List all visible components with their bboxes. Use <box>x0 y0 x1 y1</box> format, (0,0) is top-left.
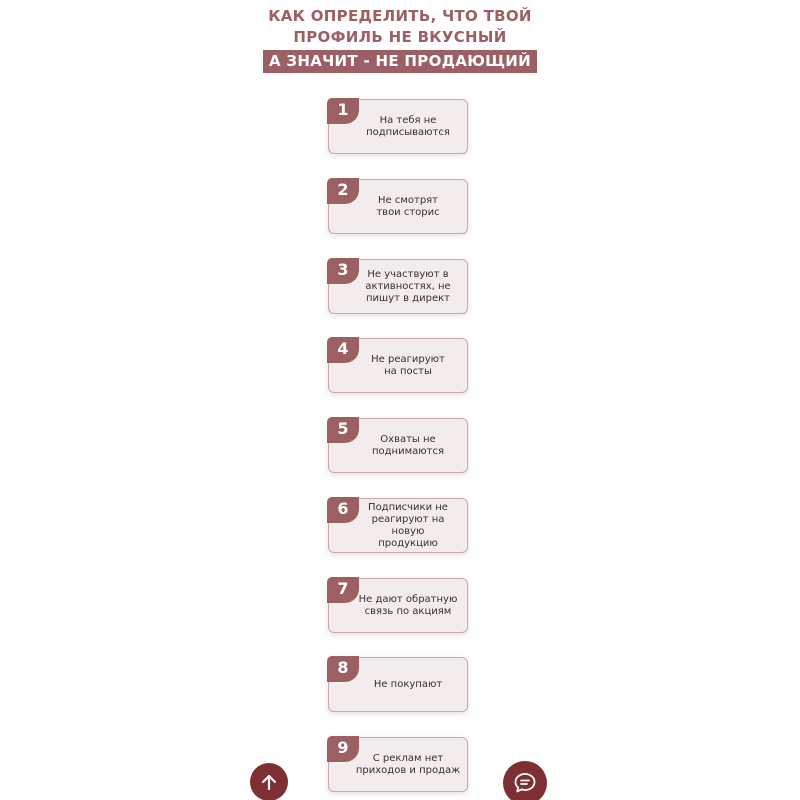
sign-card-3 <box>328 259 468 314</box>
sign-text: Не участвуют в активностях, не пишут в директ <box>365 268 451 304</box>
arrow-up-icon <box>259 772 279 792</box>
sign-text: Подписчики не реагируют на новую продукцию <box>368 501 448 549</box>
scroll-top-button[interactable] <box>250 763 288 800</box>
sign-card-9 <box>328 737 468 792</box>
sign-text: Не реагируют на посты <box>371 353 445 377</box>
headline-line-2: ПРОФИЛЬ НЕ ВКУСНЫЙ <box>293 28 507 46</box>
sign-card-7 <box>328 578 468 633</box>
number-badge: 7 <box>327 577 359 603</box>
number-badge: 4 <box>327 337 359 363</box>
number-badge: 8 <box>327 656 359 682</box>
headline-line-1: КАК ОПРЕДЕЛИТЬ, ЧТО ТВОЙ <box>268 7 532 25</box>
sign-card-2 <box>328 179 468 234</box>
sign-card-6 <box>328 498 468 553</box>
number-badge: 1 <box>327 98 359 124</box>
number-badge: 9 <box>327 736 359 762</box>
sign-card-5 <box>328 418 468 473</box>
number-badge: 3 <box>327 258 359 284</box>
headline-highlight: А ЗНАЧИТ - НЕ ПРОДАЮЩИЙ <box>263 50 537 73</box>
chat-bubble-icon <box>512 770 538 796</box>
sign-text: Охваты не поднимаются <box>371 433 445 457</box>
sign-text: Не покупают <box>373 678 443 690</box>
sign-card-8 <box>328 657 468 712</box>
headline <box>0 6 800 73</box>
sign-card-1 <box>328 99 468 154</box>
sign-text: На тебя не подписываются <box>366 114 450 138</box>
sign-text: Не дают обратную связь по акциям <box>358 593 458 617</box>
sign-text: Не смотрят твои сторис <box>376 194 440 218</box>
number-badge: 2 <box>327 178 359 204</box>
number-badge: 5 <box>327 417 359 443</box>
sign-text: С реклам нет приходов и продаж <box>355 752 461 776</box>
chat-button[interactable] <box>503 761 547 800</box>
sign-card-4 <box>328 338 468 393</box>
number-badge: 6 <box>327 497 359 523</box>
